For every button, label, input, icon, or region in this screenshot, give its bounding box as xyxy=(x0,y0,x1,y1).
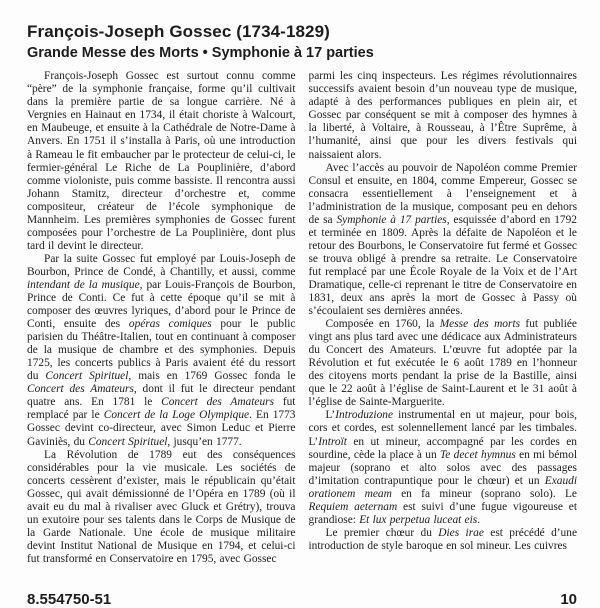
italic-text-run: Requiem aeternam xyxy=(308,500,398,513)
article-body xyxy=(27,70,577,591)
text-column-left xyxy=(27,70,296,591)
italic-text-run: Concert des Amateurs xyxy=(27,383,134,396)
italic-text-run: intendant de la musique xyxy=(27,278,140,291)
text-run: fut remplacé par le xyxy=(27,396,296,422)
italic-text-run: Concert Spirituel xyxy=(45,370,129,383)
text-run: La Révolution de 1789 eut des conséquences considérables pour la vie musicale. Les sociétés de concerts cessèrent d’exister, mais le républicain qu’était Gossec, qui avait démissionné de l’Opéra en 1789 (où il avait eu du mal à rivaliser avec Gluck et Grétry), trouva un exutoire pour ses talents dans le Corps de Musique de la Garde Nationale. Une école de musique militaire devint Institut National de Musique en 1794, et celui-ci fut transformé en Conservatoire en 1795, avec Gossec xyxy=(27,448,296,565)
text-run: Par la suite Gossec fut employé par Louis-Joseph de Bourbon, Prince de Condé, à Chantilly, et aussi, comme xyxy=(27,252,296,278)
text-column-right xyxy=(309,70,578,591)
catalog-number: 8.554750-51 xyxy=(27,591,112,608)
text-run: , jusqu’en 1777. xyxy=(167,435,242,448)
paragraph xyxy=(27,253,296,449)
italic-text-run: Concert de la Loge Olympique xyxy=(103,409,250,422)
paragraph xyxy=(27,449,296,566)
paragraph xyxy=(309,162,578,319)
italic-text-run: Introït xyxy=(318,435,347,448)
text-run: Le premier chœur du xyxy=(325,526,439,539)
italic-text-run: opéras comiques xyxy=(128,318,212,331)
text-run: est précédé d’une introduction de style baroque en sol mineur. Les cuivres xyxy=(308,526,577,552)
text-run: Composée en 1760, la xyxy=(325,318,440,331)
text-run: instrumental en ut majeur, pour bois, cors et cordes, est solennellement lancé par les timbales. L’ xyxy=(308,409,577,448)
italic-text-run: Et lux perpetua luceat eis xyxy=(359,513,478,526)
italic-text-run: Te decet hymnus xyxy=(440,448,516,461)
paragraph xyxy=(27,70,296,253)
italic-text-run: Symphonie à 17 parties xyxy=(336,213,447,226)
paragraph xyxy=(309,527,578,553)
text-run: , esquissée d’abord en 1792 et terminée en 1809. Après la défaite de Napoléon et le retour des Bourbons, le Conservatoire fut fermé et Gossec se trouva obligé à prendre sa retraite. Le Conservatoire fut remplacé par une École Royale de la Voix et de l’Art Dramatique, celle-ci reprenant le titre de Conservatoire en 1831, deux ans après la mort de Gossec à Passy où s’écoulaient ses dernières années. xyxy=(308,213,577,318)
paragraph xyxy=(309,409,578,526)
page-title: François-Joseph Gossec (1734-1829) xyxy=(27,22,330,41)
text-run: , dont il fut le directeur pendant quatre ans. En 1781 le xyxy=(27,383,296,409)
italic-text-run: Exaudi orationem meam xyxy=(308,474,577,500)
italic-text-run: Concert des Amateurs xyxy=(161,396,275,409)
paragraph xyxy=(309,318,578,409)
text-run: , mais en 1769 Gossec fonda le xyxy=(128,370,296,383)
italic-text-run: Dies irae xyxy=(438,526,484,539)
text-run: L’ xyxy=(325,409,336,422)
italic-text-run: Concert Spirituel xyxy=(88,435,168,448)
text-run: parmi les cinq inspecteurs. Les régimes révolutionnaires successifs avaient besoin d’un nouveau type de musique, adapté à des performances publiques en plein air, et Gossec par conséquent se mit à composer des hymnes à la liberté, à Voltaire, à Rousseau, à l’Être Suprême, à l’humanité, ainsi que pour les divers festivals qui naissaient alors. xyxy=(308,70,577,161)
text-run: François-Joseph Gossec est surtout connu comme “père” de la symphonie française, forme qu’il cultivait dans la première partie de sa longue carrière. Né à Vergnies en Hainaut en 1734, il était choriste à Walcourt, en Maubeuge, et ensuite à la Cathédrale de Notre-Dame à Anvers. En 1751 il s’installa à Paris, où une introduction à Rameau le fit embaucher par le protecteur de celui-ci, le fermier-général Le Riche de La Pouplinière, d’abord comme violoniste, puis comme bassiste. Il rencontra aussi Johann Stamitz, directeur d’orchestre et, comme compositeur, créateur de l’école symphonique de Mannheim. Les premières symphonies de Gossec furent composées pour l’orchestre de La Pouplinière, dont plus tard il devint le directeur. xyxy=(27,70,296,252)
page-footer xyxy=(27,591,577,608)
text-run: . xyxy=(477,513,481,526)
italic-text-run: Messe des morts xyxy=(439,318,521,331)
text-run: est suivi d’une fugue vigoureuse et grandiose: xyxy=(308,500,577,526)
paragraph xyxy=(309,70,578,161)
italic-text-run: Introduzione xyxy=(335,409,394,422)
text-run: en ut mineur, accompagné par les cordes en sourdine, cède la place à un xyxy=(308,435,577,461)
text-run: , par Louis-François de Bourbon, Prince de Conti. Ce fut à cette époque qu’il se mit à composer des œuvres lyriques, d’abord pour le Prince de Conti, ensuite des xyxy=(27,278,296,331)
text-run: pour le public parisien du Théâtre-Italien, tout en continuant à composer de la musique de chambre et des symphonies. Depuis 1725, les concerts publics à Paris avaient été du ressort du xyxy=(27,318,296,383)
text-run: en mi bémol majeur (soprano et alto solos avec des passages d’imitation contrapuntique pour le chœur) et un xyxy=(308,448,577,487)
text-run: fut publiée vingt ans plus tard avec une dédicace aux Administrateurs du Concert des Amateurs. L’œuvre fut adoptée par la Révolution et fut exécutée le 6 août 1789 en l’honneur des citoyens morts pendant la prise de la Bastille, ainsi que le 22 août à l’église de Saint-Laurent et le 31 août à l’église de Sainte-Marguerite. xyxy=(308,318,577,409)
page-subtitle: Grande Messe des Morts • Symphonie à 17 parties xyxy=(27,44,374,61)
page-header xyxy=(27,22,577,61)
text-run: . En 1773 Gossec devint co-directeur, avec Simon Leduc et Pierre Gaviniès, du xyxy=(27,409,296,448)
text-run: en fa mineur (soprano solo). Le xyxy=(391,487,577,500)
text-run: Avec l’accès au pouvoir de Napoléon comme Premier Consul et ensuite, en 1804, comme Empereur, Gossec se consacra essentiellement à l’enseignement et à l’administration de la musique, composant peu en dehors de sa xyxy=(308,161,577,226)
page-number: 10 xyxy=(560,591,577,608)
